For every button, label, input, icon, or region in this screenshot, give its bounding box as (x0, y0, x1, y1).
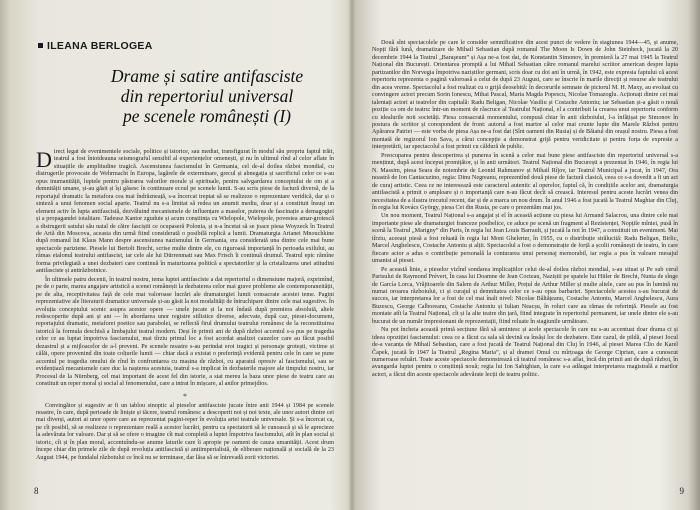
page-number-right: 9 (679, 486, 684, 496)
right-page (366, 0, 684, 510)
author-text: ILEANA BERLOGEA (47, 40, 153, 52)
paragraph: Preocuparea pentru descoperirea și punerea în scenă a celor mai bune piese antifasciste din repertoriul universal s-a menținut, după acest început promițător, și în anii următori. Teatrul Național din București a prezentat în 1946, în regia lui N. Massim, piesa Seara de noiembrie de Leonid Rahmanov și Mihail Rîjov, iar Teatrul Municipal a jucat, în 1947, Ora noastră de Ion Cantacuzino, regia: Dinu Negreanu, reprezentînd două piese de factură clasică, ceea ce s-a dovedit a fi un act de curaj artistic. Ceea ce ne interesează este caracterul autentic al operelor, faptul că, în condițiile acelor ani, dramaturgia antifascistă a primit o amploare și o importanță care n-au făcut decît să crească. Interesul pentru aceste lucrări venea din necesitatea de a ilustra trecutul recent, dar și de a marca un nou drum. În anul 1946 a fost jucată la Teatrul Maghiar din Cluj, în regia lui Kovács György, piesa Cei din Rusia, pe care o prezentăm mai jos. (372, 152, 678, 211)
left-body-text (36, 149, 334, 462)
paragraph: Pe această linie, a pieselor vizînd sondarea implicațiilor celui de-al doilea război mondial, s-au situat și Pe sub cerul Parisului de Raymond Prévert, În casa lui Doamne de Jean Cocteau, Naziștii pe spatele lui Hitler de Brecht, Nunta de sînge de García Lorca, Vrăjitoarele din Salem de Arthur Miller, Prețul de Arthur Miller și multe altele, care au pus în lumină nu numai oroarea războiului, ci și curajul și demnitatea celor ce s-au opus barbariei. Spectacolele acestea s-au bucurat de succes, iar interpretarea lor a fost de cel mai înalt nivel: Nicolae Băltățeanu, Costache Antoniu, Marcel Anghelescu, Aura Buzescu, George Calboreanu, Costache Antoniu și Iulian Neacșu, în roluri care au rămas de referință. Piesele au fost montate atît la Teatrul Național, cît și la alte teatre din țară, fiind integrate în repertoriul permanent, iar unele dintre ele s-au bucurat de un număr impresionant de reprezentații, fiind reluate în stagiunile următoare. (372, 266, 678, 325)
section-divider-star: * (183, 391, 187, 401)
title-line-1: Drame și satire antifasciste (110, 66, 304, 86)
right-body-text (372, 40, 678, 379)
page-number-left: 8 (34, 486, 39, 496)
paragraph: Două sînt spectacolele pe care le consider semnificative din acest punct de vedere în stagiunea 1944—45, și anume, Nopți fără lună, dramatizare de Mihail Sebastian după romanul The Moon Is Down de John Steinbeck, jucată la 20 decembrie 1944 la Teatrul „Baraşeum” și Așa ne-a fost dat, de Konstantin Simonov, în premieră la 27 mai 1945 la Teatrul Național din București. Orientarea promptă a lui Mihail Sebastian către romanul marelui scriitor american despre lupta partizanilor din Norvegia împotriva naziștilor germani, scris doar cu doi ani în urmă, în 1942, este expresia faptului că acest repertoriu reprezenta o pagină valoroasă a celui de după 23 August, care se înscrie în marile direcții și resurse ale teatrului din acea vreme. Spectacolul a fost realizat cu o grijă deosebită: în decorurile semnate de pictorul M. H. Maxy, au evoluat cu convingere actori precum Sorin Ionescu, Mihai Pascal, Maria Magda Popescu, Nicolae Tomazoglu. Acționați dintre cei mai talentați actori ai teatrelor din capitală: Radu Beligan, Nicolae Vasiliu și Costache Antoniu; iar Sebastian și-a găsit o nouă poziție ca om de teatru: într-un moment de răscruce al Teatrului Național, el a contribuit la crearea unui repertoriu conform cu idealurile noii societăți. Piesa consacrată momentului, compusă chiar în anii războiului, l-a înfățișat pe Simonov în postura de scriitor și corespondent de front: autorul a fost martor al celor mai crunte lupte din Marele Război pentru Apărarea Patriei — este vorba de piesa Așa ne-a fost dat (Sînt oameni din Rusia) și de Băiatul din orașul nostru. Piesa a fost montată de regizorul Ion Sava, a cărui concepție a demonstrat grijă pentru veridicitate și pentru forța de expresie a interpretării, iar spectacolul a fost primit cu căldură de public. (372, 40, 678, 151)
paragraph-text: irect legat de evenimentele sociale, politice și istorice, sau mediat, transfigurat în modul său propriu faptul trăit, teatrul a fost întotdeauna seismograful sensibil al experiențelor omenești, și nu în ultimul rînd al celor aflate în situațiile de amplitudine tragică. Ascensiunea fascismului în Germania, cel de-al doilea război mondial, cu distrugerile provocate de Wehrmacht în Europa, lagărele de exterminare, grecul și abnegația și sacrificiul celor ce s-au opus inumanității, luptele pentru păstrarea valorilor morale și spirituale, pentru salvgardarea conceptului de om și a demnității umane, și-au găsit și își găsesc în continuare ecoul pe scenele lumii. S-au scris piese de factură diversă, de la reportajul dramatic la metafora cea mai îndrăzneață, s-a încercat treptat să se realizeze o reprezentare veridică, dar și o sinteză a unui fenomen social aparte. Teatrul nu s-a limitat să redea un anumit mediu, doar și a constituit însuși un element activ în lupta antifascistă, dezvăluind mecanismele de influențare a maselor, puterea de fascinație a demagogiei și a propagandei totalitare. Tadeusz Kantor zguduie și acum conștiința cu Wielopole, Wielopole, povestea amar-grotescă a distrugerii satului său natal de către fasciștii ce ocupaseră Polonia, și n-a încetat să se joace piesa Woyzeck în Teatrul de Artă din Moscova, aceasta din urmă fiind considerată o posibilă replică a lumii. Dramaturgia Arianei Mnouchkine după romanul lui Klaus Mann despre ascensiunea nazismului în Germania, era considerată una dintre cele mai bune spectacole pariziene. Piesele lui Bertolt Brecht, scrise multe dintre ele, cu riguroasă importanță în perioada exilului, au rămas etalonul teatrului antifascist, iar cele ale lui Dürrenmatt sau Max Frisch îi continuă drumul. Teatrul epic rămîne forma privilegiată a unei dezbateri care continuă în maturizarea politică a spectatorilor și la cristalizarea unei atitudini antifasciste și antirăzboinice. (36, 149, 334, 275)
paragraph: Nu pot încheia această primă secțiune fără să amintesc și acele spectacole în care nu s-au accentuat doar drama ci și ideea opoziției fascismului: ceea ce a făcut ca sala să devină ea însăși loc de dezbatere. Este cazul, de pildă, al piesei Jocul de-a vacanța de Mihail Sebastian, care a fost jucată de Teatrul Național din Cluj în 1946, al piesei Marea Clio de Karel Čapek, jucată în 1947 la Teatrul „Regina Maria”, și al dramei Omul cu mîrțoaga de George Ciprian, care a cunoscut numeroase reluări. Toate aceste spectacole demonstrează că teatrul românesc s-a aflat, încă din primii ani de după război, în avangarda luptei pentru o conștiință nouă; regia lui Ion Sahighian, la care s-a adăugat interpretarea magistrală a marilor actori, a făcut din aceste spectacole adevărate lecții de teatru politic. (372, 327, 678, 378)
title-line-3: pe scenele românești (I) (123, 106, 291, 126)
drop-cap: D (36, 147, 52, 172)
title-line-2: din repertoriul universal (120, 86, 294, 106)
paragraph: Convingător și sugestiv ar fi un tablou sinoptic al pieselor antifasciste jucate între anii 1944 și 1984 pe scenele noastre, în care, după perioade de liniște și tăcere, teatrul românesc a descoperit noi și noi texte, ale unor autori dintre cei mai diverși, autori ai unor opere care au reprezentat pagini-reper în evoluția artei teatrale universale. Și s-a încercat ca, pe cît posibil, să se realizeze o reprezentare reală a acestor lucrări, pentru ca spectatorii să le cunoască și să le aprecieze la adevărata lor valoare. Dar și să se ofere o imagine cît mai completă a luptei împotriva fascismului, atît în plan social și istoric, cît și în plan moral, accentuîndu-se anume laturile care îi apropie pe oameni de cauza umanității. Acest drum începe chiar din primele zile de după revoluția antifascistă și antiimperialistă, de eliberare națională și socială de la 23 August 1944, pe fundalul războiului ce încă nu se terminase, dar lăsa să se întrevadă zorii victoriei. (36, 402, 334, 461)
square-bullet-icon (38, 43, 43, 48)
article-title (86, 66, 328, 126)
left-page (30, 0, 340, 510)
paragraph (36, 149, 334, 276)
paragraph: Un nou moment, Teatrul Național s-a angajat și el în această acțiune cu piesa lui Armand Salacrou, una dintre cele mai importante piese ale dramaturgiei franceze postbelice, ce aduce pe scenă un fragment al Rezistenței, Nopțile mîniei, pusă în scenă la Teatrul „Marigny” din Paris, în regia lui Jean Louis Barrault, și jucată la noi în 1947, a constituit un eveniment. Mai tîrziu, aceeași piesă a fost reluată în regia lui Moni Ghelerter, în 1955, cu o distribuție strălucită: Radu Beligan, Birlic, Marcel Anghelescu, Costache Antoniu și alții. Spectacolul a fost o demonstrație de forță a școlii românești de teatru, în care fiecare actor a adus o contribuție personală la conturarea unui personaj memorabil, iar regia a pus în valoare mesajul umanist al piesei. (372, 213, 678, 265)
author-name (38, 40, 153, 52)
paragraph: În ultimele patru decenii, în teatrul nostru, tema luptei antifasciste a dat repertoriul o dimensiune majoră, exprimînd, pe de o parte, marea angajare artistică a scenei românești la dezbaterea celor mai grave probleme ale contemporaneității, pe de alta, receptivitatea față de cele mai valoroase lucrări ale dramaturgiei lumii consacrate acestei teme. Pagini reprezentative ale literaturii dramatice universale și-au găsit la noi modalități de întruchipare dintre cele mai sugestive. În evoluția conceptului scenic asupra acestor opere — unele jucate și la noi îndată după premiera absolută, altele redescoperite după ani și ani — în abordarea unor registre stilistice diverse, adecvate, după caz, piesei-document, reportajului dramatic, metaforei poetice sau parabolei, se reflectă firul drumului teatrului românesc de la reconstituirea istorică la formula deschisă a limbajului teatral modern. Deși în primii ani de după război accentul s-a pus pe tragedia celor ce au luptat împotriva fascismului, mai tîrziu primul loc a fost acordat analizei cauzelor care au făcut posibil dezastrul și a mijloacelor de a-l preveni. Pe scenele noastre s-au perindat eroi tragici și personaje grotești, victime și călăi, opere provenind din toate colțurile lumii — chiar dacă a existat o preferință evidentă pentru cele în care se pune accentul pe tragedia omului de rînd în confruntarea cu mașina de război, cu aparatul opresiv al fascismului, sau se evidențiază mecanismele care duc la nașterea acestuia, teatrul s-a implicat în dezbaterile majore ale timpului nostru, iar Procesul de la Nürnberg, cel mai important de acest fel din istorie, a stat mereu la baza unor piese de teatru care au constituit un reper moral și social al fenomenului, care a intrat în mișcare, al anilor primejdios. (36, 276, 334, 388)
